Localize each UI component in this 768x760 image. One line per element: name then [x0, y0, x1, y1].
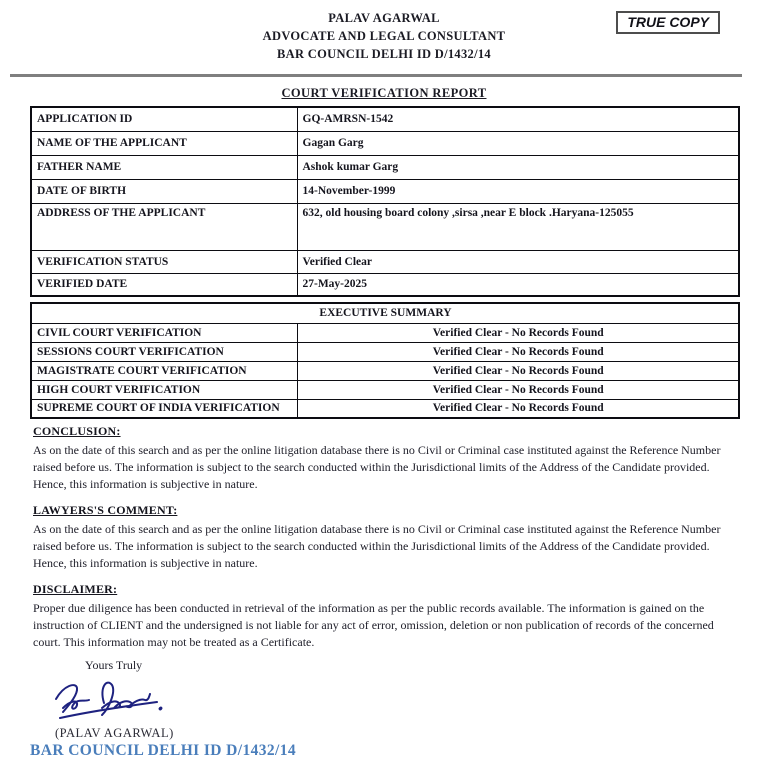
field-label: DATE OF BIRTH	[31, 179, 297, 203]
table-row	[31, 342, 739, 361]
table-header-row	[31, 303, 739, 323]
table-row	[31, 203, 739, 250]
field-value: Ashok kumar Garg	[297, 155, 739, 179]
field-label: VERIFICATION STATUS	[31, 250, 297, 273]
table-row	[31, 361, 739, 380]
advocate-name: PALAV AGARWAL	[328, 11, 440, 25]
true-copy-stamp: TRUE COPY	[616, 11, 720, 34]
field-label: APPLICATION ID	[31, 107, 297, 131]
disclaimer-heading: DISCLAIMER:	[33, 582, 118, 596]
table-row	[31, 250, 739, 273]
table-row	[31, 323, 739, 342]
closing-text: Yours Truly	[85, 658, 143, 672]
field-value: 14-November-1999	[297, 179, 739, 203]
field-label: FATHER NAME	[31, 155, 297, 179]
signature-image	[52, 675, 187, 725]
advocate-bar-id: BAR COUNCIL DELHI ID D/1432/14	[277, 47, 491, 61]
table-row	[31, 107, 739, 131]
executive-summary-table	[30, 302, 740, 419]
advocate-designation: ADVOCATE AND LEGAL CONSULTANT	[262, 29, 506, 43]
conclusion-text: As on the date of this search and as per the online litigation database there is no Civil or Criminal case instituted against the Reference Number raised before us. The information is subject to the search conducted within the Jurisdictional limits of the Address of the Candidate provided. Hence, this information is subjective in nature.	[33, 443, 721, 491]
table-row	[31, 179, 739, 203]
lawyers-comment-text: As on the date of this search and as per the online litigation database there is no Civil or Criminal case instituted against the Reference Number raised before us. The information is subject to the search conducted within the Jurisdictional limits of the Address of the Candidate provided. Hence, this information is subjective in nature.	[33, 522, 721, 570]
header-divider	[10, 74, 742, 77]
field-value: 27-May-2025	[297, 273, 739, 296]
field-value: Gagan Garg	[297, 131, 739, 155]
report-title-wrap	[0, 84, 768, 102]
field-label: VERIFIED DATE	[31, 273, 297, 296]
executive-summary-title: EXECUTIVE SUMMARY	[31, 303, 739, 323]
verification-result: Verified Clear - No Records Found	[297, 380, 739, 399]
verification-result: Verified Clear - No Records Found	[297, 323, 739, 342]
field-value: Verified Clear	[297, 250, 739, 273]
verification-label: MAGISTRATE COURT VERIFICATION	[31, 361, 297, 380]
verification-result: Verified Clear - No Records Found	[297, 399, 739, 418]
table-row	[31, 155, 739, 179]
applicant-details-table	[30, 106, 740, 297]
conclusion-heading: CONCLUSION:	[33, 424, 121, 438]
field-label: ADDRESS OF THE APPLICANT	[31, 203, 297, 250]
table-row	[31, 131, 739, 155]
verification-label: SESSIONS COURT VERIFICATION	[31, 342, 297, 361]
verification-label: SUPREME COURT OF INDIA VERIFICATION	[31, 399, 297, 418]
page-title: COURT VERIFICATION REPORT	[281, 86, 487, 100]
signatory-bar-id: BAR COUNCIL DELHI ID D/1432/14	[30, 742, 297, 759]
field-label: NAME OF THE APPLICANT	[31, 131, 297, 155]
table-row	[31, 399, 739, 418]
verification-label: HIGH COURT VERIFICATION	[31, 380, 297, 399]
lawyers-comment-heading: LAWYERS'S COMMENT:	[33, 503, 178, 517]
section-lawyers-comment	[33, 493, 740, 572]
signatory-name: (PALAV AGARWAL)	[55, 726, 174, 740]
verification-label: CIVIL COURT VERIFICATION	[31, 323, 297, 342]
table-row	[31, 380, 739, 399]
verification-result: Verified Clear - No Records Found	[297, 361, 739, 380]
verification-result: Verified Clear - No Records Found	[297, 342, 739, 361]
disclaimer-text: Proper due diligence has been conducted in retrieval of the information as per the public records available. The information is gained on the instruction of CLIENT and the undersigned is not liable for any act of error, omission, deletion or non publication of records of the concerned court. This information may not be treated as a Certificate.	[33, 601, 714, 649]
field-value: 632, old housing board colony ,sirsa ,near E block .Haryana-125055	[297, 203, 739, 250]
section-conclusion	[33, 419, 740, 493]
section-disclaimer	[33, 572, 740, 651]
field-value: GQ-AMRSN-1542	[297, 107, 739, 131]
table-row	[31, 273, 739, 296]
